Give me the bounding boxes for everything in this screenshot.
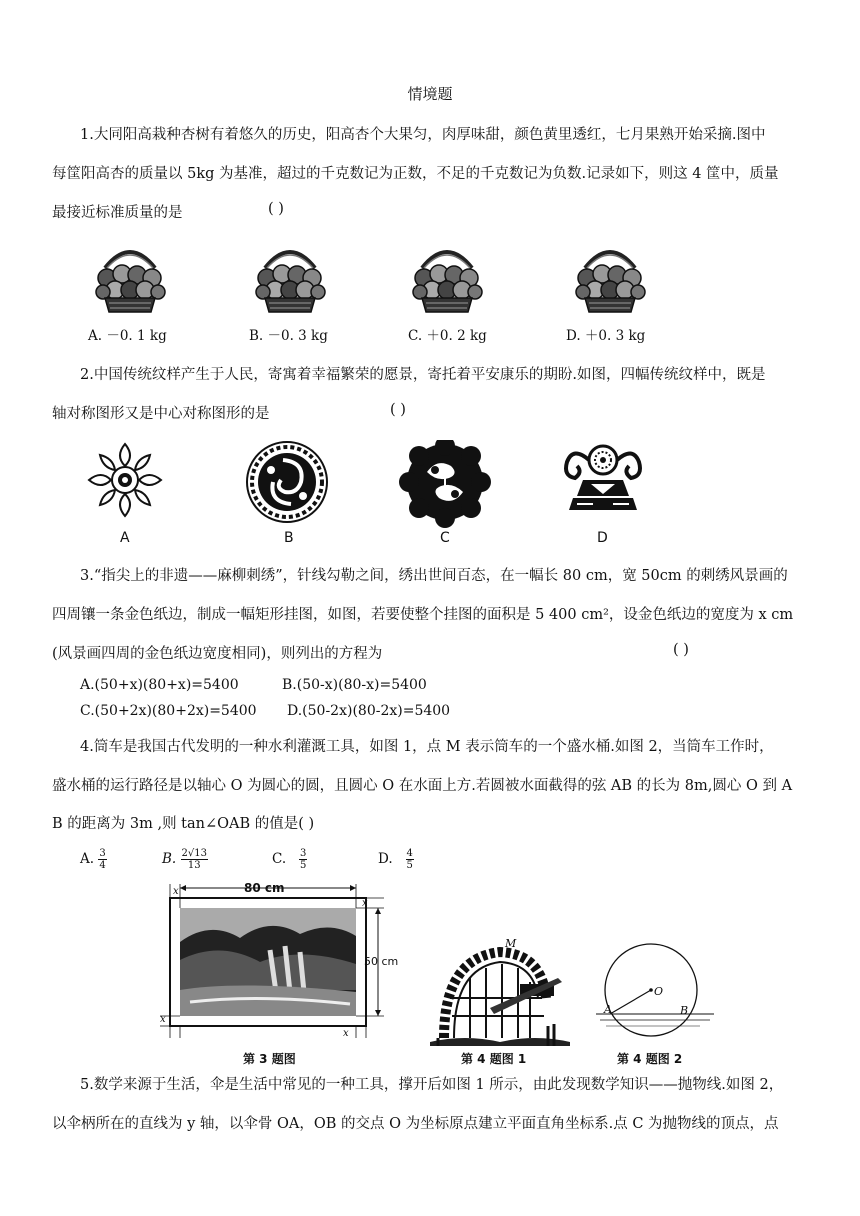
q2-label-d: D [597, 530, 609, 546]
q1-line-1: 1.大同阳高栽种杏树有着悠久的历史，阳高杏个大果匀，肉厚味甜，颜色黄里透红，七月果熟开始采摘.图中 [80, 127, 766, 143]
q1-option-d: D. ＋0. 3 kg [566, 328, 646, 344]
q1-line-2: 每筐阳高杏的质量以 5kg 为基准，超过的千克数记为正数，不足的千克数记为负数.记录如下，则这 4 筐中，质量 [52, 166, 779, 182]
fig4-2-point-o: O [654, 985, 664, 998]
fig4-1-waterwheel-image [430, 938, 570, 1046]
q5-line-2: 以伞柄所在的直线为 y 轴，以伞骨 OA，OB 的交点 O 为坐标原点建立平面直角坐标系.点 C 为抛物线的顶点，点 [52, 1116, 779, 1132]
fig3-x-label-top: x [173, 886, 179, 897]
page-title: 情境题 [407, 85, 453, 103]
fig4-2-point-b: B [680, 1004, 689, 1017]
fig3-width-label: 80 cm [244, 881, 285, 895]
q4-line-2: 盛水桶的运行路径是以轴心 O 为圆心的圆，且圆心 O 在水面上方.若圆被水面截得的弦 AB 的长为 8m,圆心 O 到 A [52, 778, 793, 794]
q2-answer-paren: ( ) [390, 402, 406, 418]
q3-option-b: B.(50-x)(80-x)=5400 [282, 677, 427, 693]
q3-line-1: 3.“指尖上的非遗——麻柳刺绣”，针线勾勒之间，绣出世间百态，在一幅长 80 cm，宽 50cm 的刺绣风景画的 [80, 568, 788, 584]
fig3-caption: 第 3 题图 [243, 1052, 296, 1066]
q4-option-c: C. $\frac{3}{5}$ [272, 848, 307, 871]
fig3-x-label-bottom: x [343, 1028, 349, 1039]
q1-answer-paren: ( ) [268, 201, 284, 217]
q4-option-d: D. $\frac{4}{5}$ [378, 848, 413, 871]
q4-option-a: A. $\frac{3}{4}$ [80, 848, 106, 871]
q3-line-2: 四周镶一条金色纸边，制成一幅矩形挂图，如图，若要使整个挂图的面积是 5 400 cm²，设金色纸边的宽度为 x cm [52, 607, 794, 623]
q3-line-3: (风景画四周的金色纸边宽度相同)，则列出的方程为 [52, 646, 383, 662]
fig3-x-label-right: x [362, 898, 368, 909]
q3-answer-paren: ( ) [673, 642, 689, 658]
q5-line-1: 5.数学来源于生活，伞是生活中常见的一种工具，撑开后如图 1 所示，由此发现数学知识——抛物线.如图 2， [80, 1077, 784, 1093]
q1-option-a: A. －0. 1 kg [88, 328, 167, 344]
q2-line-2: 轴对称图形又是中心对称图形的是 [52, 406, 270, 422]
q1-option-b: B. －0. 3 kg [249, 328, 328, 344]
q3-option-d: D.(50-2x)(80-2x)=5400 [287, 703, 451, 719]
q1-option-c: C. ＋0. 2 kg [408, 328, 487, 344]
fig4-2-point-a: A [604, 1003, 612, 1016]
fig4-1-caption: 第 4 题图 1 [461, 1052, 527, 1066]
q2-label-b: B [284, 530, 295, 546]
q3-option-c: C.(50+2x)(80+2x)=5400 [80, 703, 257, 719]
q1-basket-images [0, 238, 860, 318]
q3-option-a: A.(50+x)(80+x)=5400 [80, 677, 239, 693]
fig3-height-label: 50 cm [364, 955, 399, 968]
fig4-2-caption: 第 4 题图 2 [617, 1052, 683, 1066]
q2-label-c: C [440, 530, 451, 546]
q2-label-a: A [120, 530, 131, 546]
q4-line-1: 4.筒车是我国古代发明的一种水利灌溉工具，如图 1，点 M 表示筒车的一个盛水桶.如图 2，当筒车工作时， [80, 739, 774, 755]
q4-option-b: B. $\frac{2√13}{13}$ [162, 848, 207, 871]
q4-line-3: B 的距离为 3m ,则 tan∠OAB 的值是( ) [52, 816, 315, 832]
q2-line-1: 2.中国传统纹样产生于人民，寄寓着幸福繁荣的愿景，寄托着平安康乐的期盼.如图，四幅传统纹样中，既是 [80, 367, 766, 383]
fig4-1-point-m: M [505, 937, 517, 950]
q1-line-3: 最接近标准质量的是 [52, 205, 183, 221]
fig3-x-label-left: x [160, 1014, 166, 1025]
